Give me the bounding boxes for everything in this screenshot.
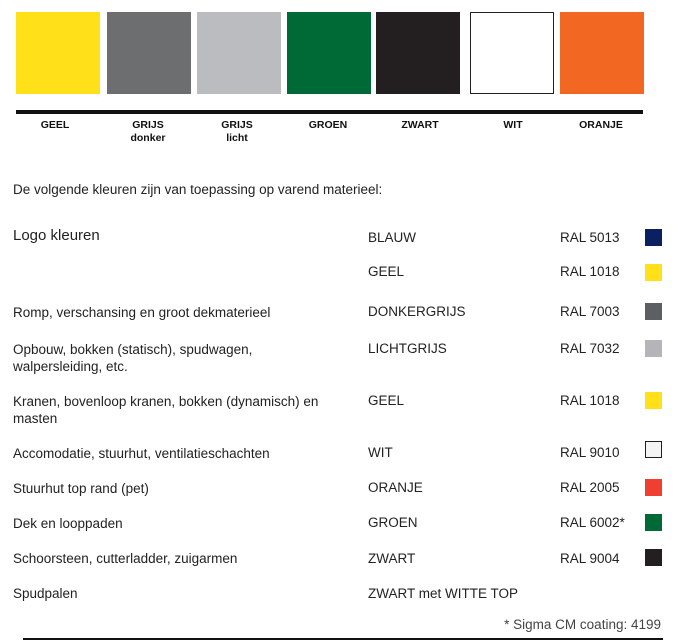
row-swatch bbox=[645, 303, 662, 320]
row-label: Schoorsteen, cutterladder, zuigarmen bbox=[13, 551, 238, 566]
row-label: Dek en looppaden bbox=[13, 516, 123, 531]
row-color-name: GROEN bbox=[368, 515, 418, 530]
row-label: Logo kleuren bbox=[13, 227, 100, 244]
row-swatch bbox=[645, 479, 662, 496]
row-color-name: ORANJE bbox=[368, 480, 423, 495]
footnote: * Sigma CM coating: 4199 bbox=[504, 617, 661, 632]
row-color-name: LICHTGRIJS bbox=[368, 341, 447, 356]
row-ral-code: RAL 7032 bbox=[560, 341, 620, 356]
swatch-zwart bbox=[376, 12, 460, 94]
row-swatch bbox=[645, 264, 662, 281]
row-swatch bbox=[645, 549, 662, 566]
row-color-name: DONKERGRIJS bbox=[368, 304, 466, 319]
row-swatch bbox=[645, 340, 662, 357]
row-label: Romp, verschansing en groot dekmaterieel bbox=[13, 305, 271, 320]
row-color-name: WIT bbox=[368, 445, 393, 460]
row-color-name: GEEL bbox=[368, 264, 405, 279]
row-ral-code: RAL 2005 bbox=[560, 480, 620, 495]
row-color-name: ZWART bbox=[368, 551, 416, 566]
row-swatch bbox=[645, 441, 662, 458]
swatch-label-grijs-licht: GRIJS licht bbox=[221, 119, 253, 144]
swatch-label-oranje: ORANJE bbox=[579, 119, 623, 131]
row-color-name: ZWART met WITTE TOP bbox=[368, 586, 519, 601]
swatch-label-geel: GEEL bbox=[40, 119, 70, 131]
row-label: Kranen, bovenloop kranen, bokken (dynamisch) en masten bbox=[13, 394, 319, 426]
row-label: Accomodatie, stuurhut, ventilatieschachten bbox=[13, 446, 270, 461]
row-label: Spudpalen bbox=[13, 586, 78, 601]
row-color-name: GEEL bbox=[368, 393, 405, 408]
swatch-divider bbox=[16, 110, 643, 114]
row-ral-code: RAL 7003 bbox=[560, 304, 620, 319]
swatch-groen bbox=[287, 12, 371, 94]
row-swatch bbox=[645, 514, 662, 531]
row-swatch bbox=[645, 229, 662, 246]
swatch-label-grijs-donker: GRIJS donker bbox=[130, 119, 166, 144]
swatch-label-groen: GROEN bbox=[308, 119, 348, 131]
swatch-oranje bbox=[560, 12, 644, 94]
swatch-geel bbox=[16, 12, 100, 94]
swatch-label-zwart: ZWART bbox=[401, 119, 439, 131]
row-label: Stuurhut top rand (pet) bbox=[13, 481, 149, 496]
row-label: Opbouw, bokken (statisch), spudwagen, walpersleiding, etc. bbox=[13, 342, 253, 374]
swatch-label-wit: WIT bbox=[503, 119, 523, 131]
row-ral-code: RAL 5013 bbox=[560, 230, 620, 245]
row-ral-code: RAL 1018 bbox=[560, 393, 620, 408]
intro-text: De volgende kleuren zijn van toepassing op varend materieel: bbox=[13, 182, 383, 197]
row-swatch bbox=[645, 392, 662, 409]
swatch-grijs-donker bbox=[107, 12, 191, 94]
row-ral-code: RAL 9004 bbox=[560, 551, 620, 566]
swatch-grijs-licht bbox=[197, 12, 281, 94]
row-ral-code: RAL 6002* bbox=[560, 515, 625, 530]
row-color-name: BLAUW bbox=[368, 230, 417, 245]
bottom-rule bbox=[23, 638, 663, 640]
row-ral-code: RAL 9010 bbox=[560, 445, 620, 460]
swatch-wit bbox=[470, 12, 554, 94]
row-ral-code: RAL 1018 bbox=[560, 264, 620, 279]
